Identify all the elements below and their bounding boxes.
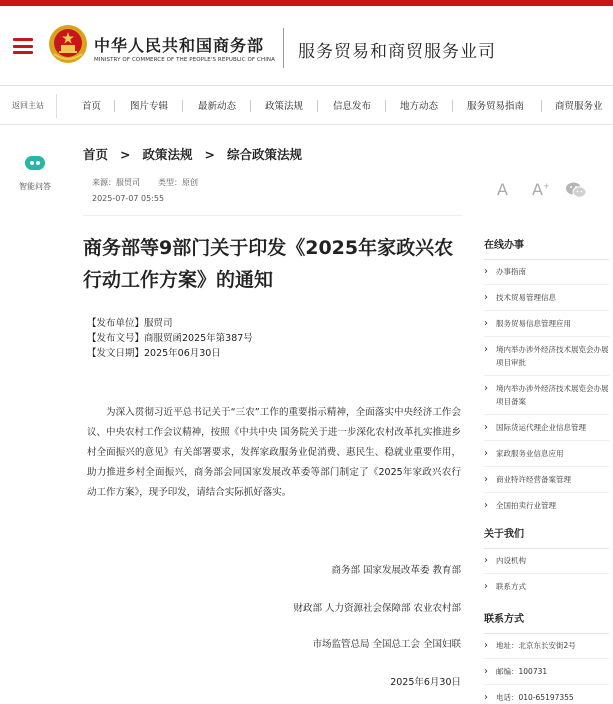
sidebar-link[interactable]: › 境内举办涉外经济技术展览会办展项目审批 xyxy=(484,343,609,369)
sidebar-link[interactable]: › 商业特许经营备案管理 xyxy=(484,473,609,486)
sidebar-online-services xyxy=(484,236,609,512)
article-type: 类型：原创 xyxy=(158,178,198,187)
issue-date: 【发文日期】2025年06月30日 xyxy=(87,348,221,359)
sidebar-title: 关于我们 xyxy=(484,525,609,549)
nav-separator xyxy=(182,100,183,112)
sidebar-link[interactable]: › 全国拍卖行业管理 xyxy=(484,499,609,512)
sidebar-link[interactable]: › 服务贸易信息管理应用 xyxy=(484,317,609,330)
nav-item-commerce[interactable]: 商贸服务业 xyxy=(555,101,603,112)
sidebar-about xyxy=(484,525,609,593)
article-meta xyxy=(92,177,198,188)
back-to-main-link[interactable]: 返回主站 xyxy=(12,101,44,110)
signature-line: 财政部 人力资源社会保障部 农业农村部 xyxy=(293,603,461,614)
issuing-unit: 【发布单位】服贸司 xyxy=(87,318,173,329)
contact-phone: › 电话：010-65197355 xyxy=(484,691,609,704)
article-date: 2025-07-07 05:55 xyxy=(92,194,165,203)
smart-qa-button[interactable] xyxy=(14,155,56,192)
nav-item-info[interactable]: 信息发布 xyxy=(333,101,372,112)
content-divider xyxy=(83,215,463,216)
header-divider xyxy=(283,28,284,68)
breadcrumb-home[interactable]: 首页 xyxy=(83,147,109,162)
sidebar-link[interactable]: › 国际货运代理企业信息管理 xyxy=(484,421,609,434)
signature-line: 市场监管总局 全国总工会 全国妇联 xyxy=(312,639,461,650)
nav-separator xyxy=(114,100,115,112)
sidebar-title: 联系方式 xyxy=(484,610,609,634)
national-emblem-icon[interactable] xyxy=(48,24,88,64)
nav-separator xyxy=(452,100,453,112)
breadcrumb: 首页 > 政策法规 > 综合政策法规 xyxy=(83,147,303,162)
nav-item-local[interactable]: 地方动态 xyxy=(400,101,439,112)
sidebar-link[interactable]: › 内设机构 xyxy=(484,554,609,567)
nav-item-home[interactable]: 首页 xyxy=(82,101,102,112)
nav-item-photos[interactable]: 图片专辑 xyxy=(130,101,169,112)
robot-icon xyxy=(24,155,46,171)
sidebar-link[interactable]: › 联系方式 xyxy=(484,580,609,593)
signature-line: 商务部 国家发展改革委 教育部 xyxy=(331,565,461,576)
department-name[interactable]: 服务贸易和商贸服务业司 xyxy=(298,42,496,62)
nav-separator xyxy=(541,100,542,112)
main-nav xyxy=(0,87,613,125)
article-info xyxy=(87,316,253,361)
sidebar-link[interactable]: › 家政服务业信息应用 xyxy=(484,447,609,460)
nav-item-news[interactable]: 最新动态 xyxy=(198,101,237,112)
document-number: 【发布文号】商服贸函2025年第387号 xyxy=(87,333,253,344)
nav-item-policy[interactable]: 政策法规 xyxy=(265,101,304,112)
ministry-name[interactable]: 中华人民共和国商务部 xyxy=(94,36,265,55)
signature-date: 2025年6月30日 xyxy=(390,677,461,688)
nav-divider xyxy=(56,94,57,118)
breadcrumb-general-policy[interactable]: 综合政策法规 xyxy=(227,147,303,162)
sidebar-link[interactable]: › 境内举办涉外经济技术展览会办展项目备案 xyxy=(484,382,609,408)
nav-separator xyxy=(317,100,318,112)
font-decrease-button[interactable]: A xyxy=(497,180,508,199)
nav-separator xyxy=(250,100,251,112)
site-header xyxy=(0,6,613,86)
sidebar-title: 在线办事 xyxy=(484,236,609,260)
menu-icon[interactable] xyxy=(13,38,33,54)
article-title: 商务部等9部门关于印发《2025年家政兴农行动工作方案》的通知 xyxy=(83,237,454,291)
breadcrumb-policy[interactable]: 政策法规 xyxy=(142,147,193,162)
nav-separator xyxy=(385,100,386,112)
nav-item-trade-guide[interactable]: 服务贸易指南 xyxy=(467,101,525,112)
sidebar-link[interactable]: › 办事指南 xyxy=(484,265,609,278)
contact-postcode: › 邮编：100731 xyxy=(484,665,609,678)
article-source: 来源：服贸司 xyxy=(92,178,140,187)
wechat-icon[interactable] xyxy=(565,181,587,199)
sidebar-link[interactable]: › 技术贸易管理信息 xyxy=(484,291,609,304)
smart-qa-label: 智能问答 xyxy=(19,182,51,191)
contact-address: › 地址：北京东长安街2号 xyxy=(484,639,609,652)
sidebar-contact xyxy=(484,610,609,704)
ministry-name-en: MINISTRY OF COMMERCE OF THE PEOPLE'S REPUBLIC OF CHINA xyxy=(94,57,276,63)
font-increase-button[interactable]: A+ xyxy=(532,180,550,199)
article-body: 为深入贯彻习近平总书记关于“三农”工作的重要指示精神，全面落实中央经济工作会议、中央农村工作会议精神，按照《中共中央 国务院关于进一步深化农村改革扎实推进乡村全面振兴的意见》有关部署要求，发挥家政服务业促消费、惠民生、稳就业重要作用，助力推进乡村全面振兴，商务部会同国家发展改革委等部门制定了《2025年家政兴农行动工作方案》，现予印发，请结合实际抓好落实。 xyxy=(87,407,461,498)
